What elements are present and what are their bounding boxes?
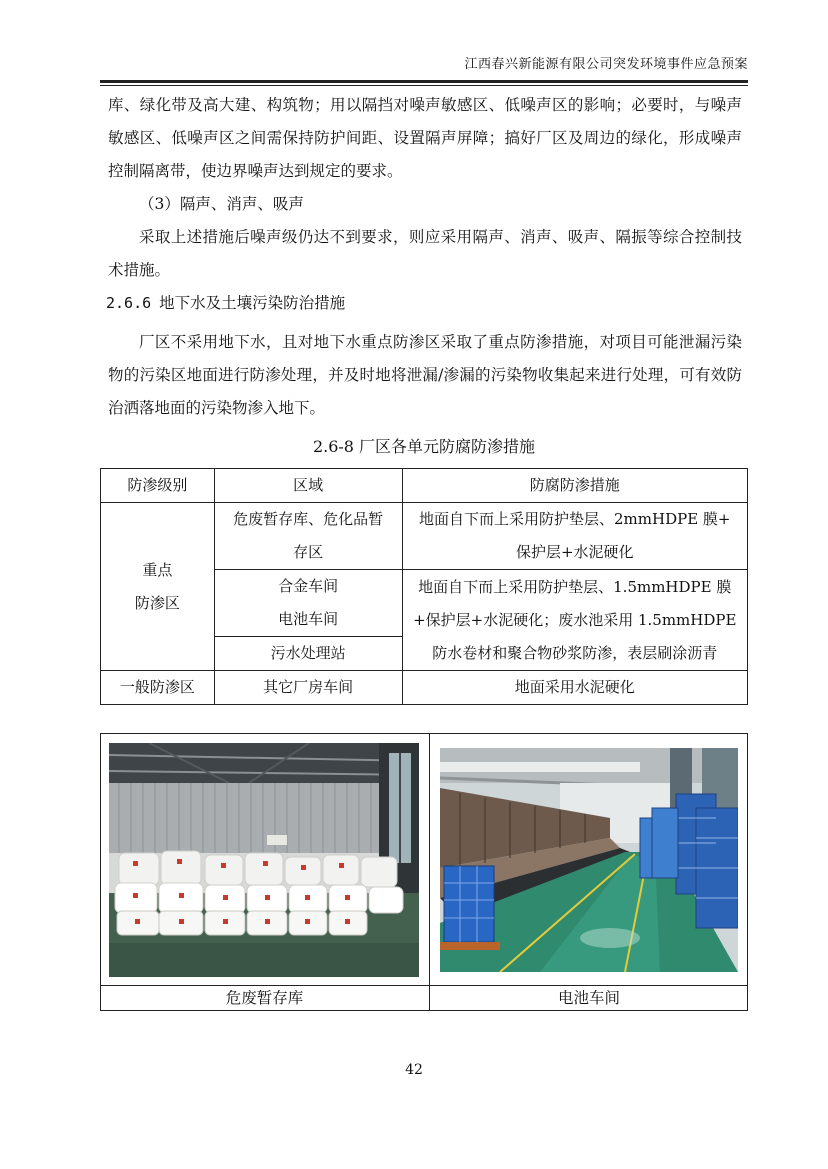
measure-cell (402, 503, 748, 570)
area-cell: 其它厂房车间 (214, 671, 402, 705)
header-measure: 防腐防渗措施 (402, 469, 748, 503)
section-title: 地下水及土壤污染防治措施 (159, 294, 346, 312)
key-level-line1: 重点 (142, 560, 173, 579)
area-text: 危废暂存库、危化品暂 (233, 510, 384, 528)
table-row (101, 503, 748, 570)
document-header-title: 江西春兴新能源有限公司突发环境事件应急预案 (464, 57, 748, 72)
measure-text: 防水卷材和聚合物砂浆防渗，表层刷涂沥青 (432, 643, 718, 662)
header-rule-thick (100, 80, 748, 83)
measure-text: +保护层+水泥硬化；废水池采用 1.5mmHDPE (413, 610, 737, 629)
paragraph-noise-control: 库、绿化带及高大建、构筑物；用以隔挡对噪声敏感区、低噪声区的影响；必要时，与噪声敏感区、低噪声区之间需保持防护间距、设置隔声屏障；搞好厂区及周边的绿化，形成噪声控制隔离带，使边界噪声达到规定的要求。 (108, 96, 742, 180)
area-text: 电池车间 (278, 610, 339, 628)
page-number: 42 (405, 1062, 423, 1078)
area-text: 合金车间 (278, 577, 339, 595)
table-row (101, 671, 748, 705)
table-caption: 2.6-8 厂区各单元防腐防渗措施 (312, 437, 536, 456)
measure-cell: 地面采用水泥硬化 (402, 671, 748, 705)
paragraph-groundwater: 厂区不采用地下水，且对地下水重点防渗区采取了重点防渗措施，对项目可能泄漏污染物的污染区地面进行防渗处理，并及时地将泄漏/渗漏的污染物收集起来进行处理，可有效防治洒落地面的污染物渗入地下。 (108, 333, 742, 417)
area-text: 污水处理站 (270, 644, 346, 662)
subheading-sound-insulation: （3）隔声、消声、吸声 (139, 195, 304, 213)
measure-text: 地面自下而上采用防护垫层、1.5mmHDPE 膜 (418, 577, 732, 596)
key-level-line2: 防渗区 (134, 593, 180, 612)
section-number: 2.6.6 (106, 294, 152, 312)
measure-text: 地面自下而上采用防护垫层、2mmHDPE 膜+ (419, 510, 731, 528)
key-level-cell (101, 503, 215, 671)
photo-caption-hazardous-waste: 危废暂存库 (225, 989, 304, 1007)
area-text: 存区 (293, 543, 324, 561)
area-cell (214, 570, 402, 637)
header-area: 区域 (214, 469, 402, 503)
section-heading (106, 291, 345, 315)
measure-cell (402, 570, 748, 671)
anti-seepage-table (100, 468, 748, 705)
paragraph-combined-measures: 采取上述措施后噪声级仍达不到要求，则应采用隔声、消声、吸声、隔振等综合控制技术措施。 (108, 228, 742, 279)
area-cell (214, 503, 402, 570)
hazardous-waste-warehouse-photo (109, 743, 419, 977)
header-level: 防渗级别 (101, 469, 215, 503)
photo-divider (429, 733, 430, 1011)
area-cell (214, 637, 402, 671)
battery-workshop-photo (440, 748, 738, 972)
photo-caption-battery-workshop: 电池车间 (557, 989, 620, 1007)
measure-text: 保护层+水泥硬化 (515, 543, 634, 561)
table-header-row (101, 469, 748, 503)
level-cell: 一般防渗区 (101, 671, 215, 705)
header-rule-thin (100, 85, 748, 86)
